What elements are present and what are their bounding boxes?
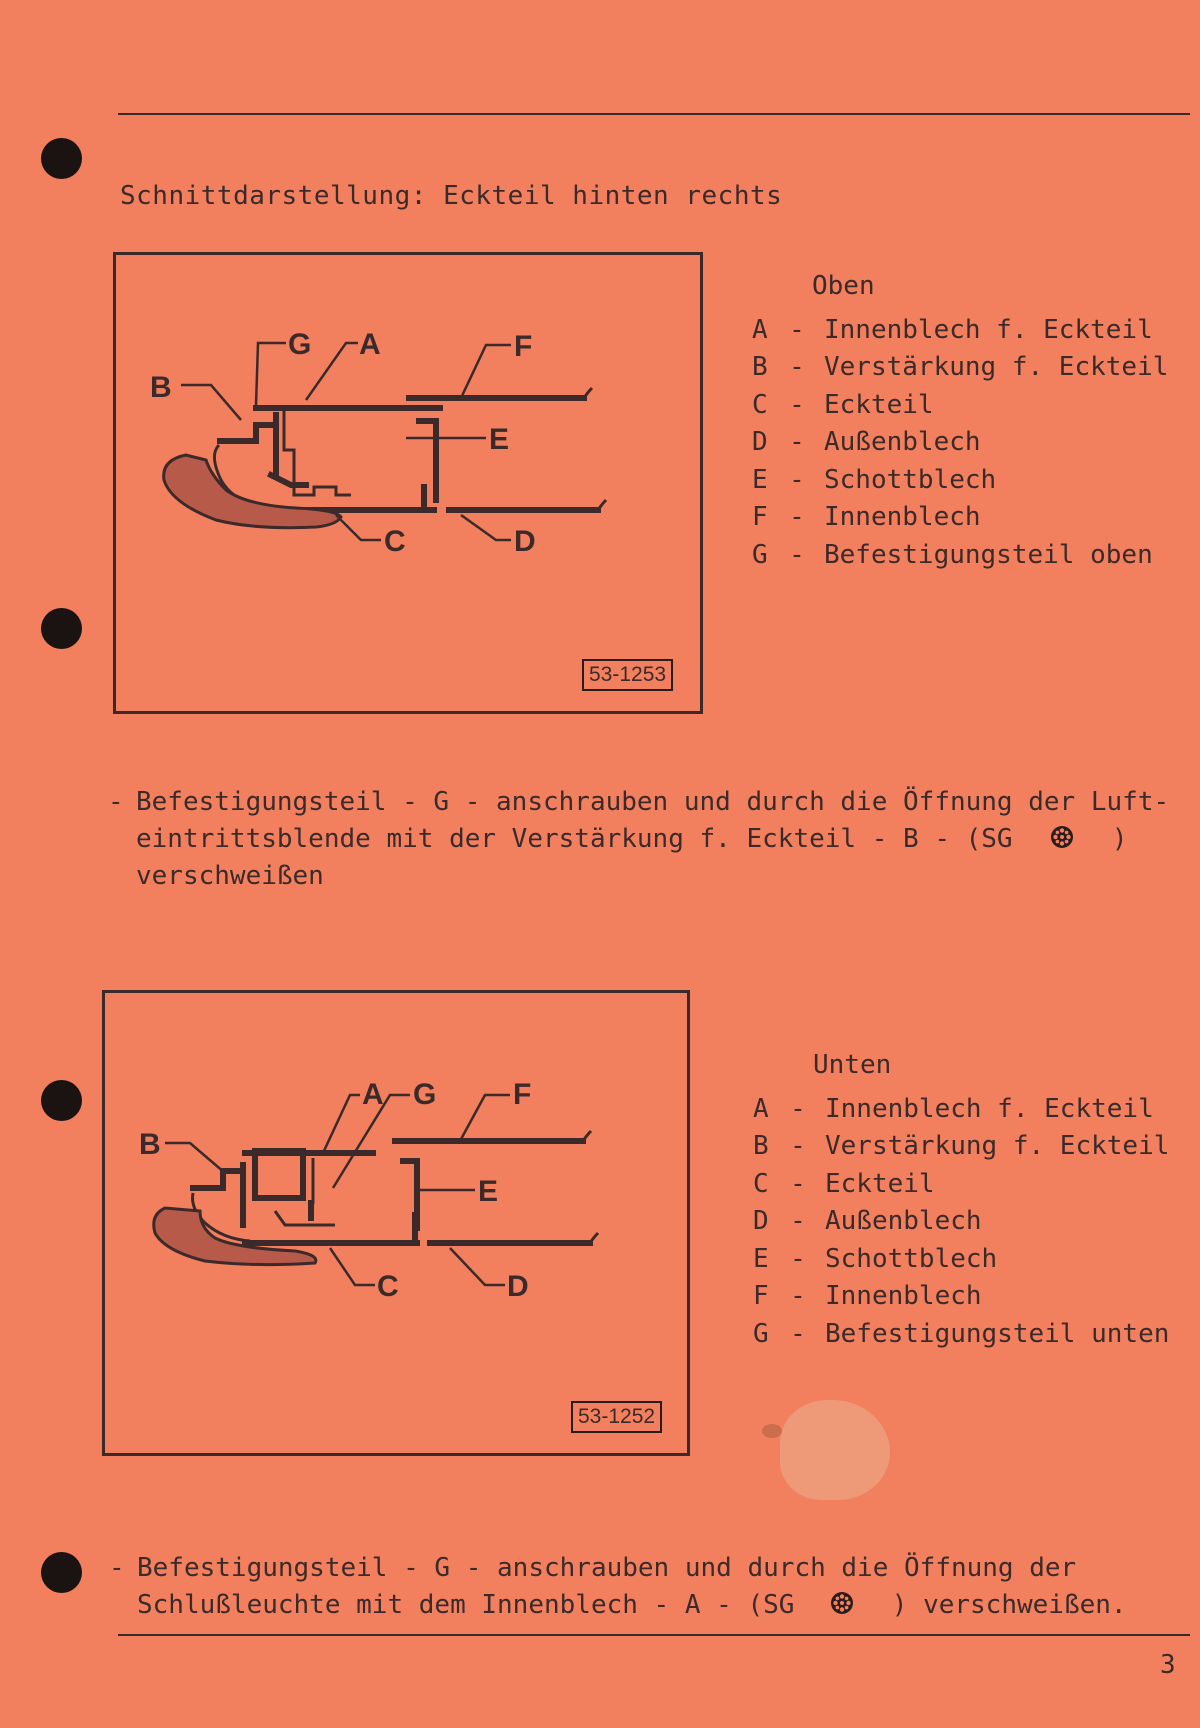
legend-item xyxy=(752,349,1168,387)
top-rule xyxy=(118,113,1190,115)
spot-weld-icon xyxy=(1050,825,1074,849)
legend-item xyxy=(752,424,1168,462)
spot-weld-icon xyxy=(830,1591,854,1615)
legend-text: Innenblech xyxy=(825,1281,982,1311)
label-g: G xyxy=(413,1078,437,1111)
label-f: F xyxy=(513,1078,532,1111)
bullet: - xyxy=(109,1553,125,1583)
instruction-line: verschweißen xyxy=(136,861,324,891)
label-e: E xyxy=(478,1175,499,1208)
legend-dash: - xyxy=(789,502,805,532)
legend-item xyxy=(753,1203,1169,1241)
legend-text: Befestigungsteil unten xyxy=(825,1318,1170,1349)
legend-item xyxy=(753,1128,1169,1166)
legend-key: B xyxy=(752,352,768,382)
label-g: G xyxy=(288,328,312,361)
label-b: B xyxy=(139,1128,161,1161)
instruction-line: Befestigungsteil - G - anschrauben und durch die Öffnung der xyxy=(137,1553,1077,1583)
section-drawing-top xyxy=(116,255,700,711)
label-d: D xyxy=(514,525,536,558)
paper-stain xyxy=(762,1424,782,1438)
legend-dash: - xyxy=(790,1206,806,1236)
legend-item xyxy=(752,312,1168,350)
label-c: C xyxy=(377,1270,399,1303)
legend-dash: - xyxy=(790,1281,806,1311)
legend-text: Schottblech xyxy=(824,464,997,495)
legend-text: Innenblech f. Eckteil xyxy=(824,314,1153,345)
legend-item xyxy=(752,462,1168,500)
page-heading: Schnittdarstellung: Eckteil hinten rechts xyxy=(120,181,783,211)
bullet: - xyxy=(108,787,124,817)
instruction-line: Befestigungsteil - G - anschrauben und durch die Öffnung der Luft- xyxy=(136,787,1170,817)
punch-hole xyxy=(41,138,82,179)
figure-top xyxy=(113,252,703,714)
page-number: 3 xyxy=(1160,1650,1176,1680)
instruction-line xyxy=(137,1587,1127,1624)
legend-item xyxy=(752,499,1168,537)
label-d: D xyxy=(507,1270,529,1303)
bottom-rule xyxy=(118,1634,1190,1636)
punch-hole xyxy=(41,1080,82,1121)
legend-text: Eckteil xyxy=(824,389,934,420)
instruction-line xyxy=(136,821,1169,858)
legend-item xyxy=(753,1241,1169,1279)
legend-text: Innenblech f. Eckteil xyxy=(825,1093,1154,1124)
label-a: A xyxy=(362,1078,384,1111)
legend-key: D xyxy=(752,427,768,457)
legend-item xyxy=(752,537,1168,575)
legend-dash: - xyxy=(789,352,805,382)
legend-key: G xyxy=(752,539,768,570)
instruction-bottom xyxy=(109,1550,1127,1624)
label-b: B xyxy=(150,371,172,404)
legend-item xyxy=(753,1166,1169,1204)
legend-top xyxy=(752,268,1168,574)
legend-key: A xyxy=(752,314,768,345)
legend-text: Verstärkung f. Eckteil xyxy=(824,352,1169,382)
legend-dash: - xyxy=(789,539,805,570)
figure-code: 53-1253 xyxy=(582,659,673,691)
legend-dash: - xyxy=(789,389,805,420)
paper-stain xyxy=(780,1400,890,1500)
legend-text: Außenblech xyxy=(824,427,981,457)
instruction-top xyxy=(108,784,1170,895)
instruction-text: ) verschweißen. xyxy=(891,1590,1127,1620)
legend-key: E xyxy=(753,1243,769,1274)
instruction-text: eintrittsblende mit der Verstärkung f. Eckteil - B - (SG xyxy=(136,824,1013,854)
legend-key: G xyxy=(753,1318,769,1349)
legend-key: C xyxy=(752,389,768,420)
legend-dash: - xyxy=(790,1131,806,1161)
legend-key: F xyxy=(753,1281,769,1311)
legend-bottom xyxy=(753,1047,1169,1353)
legend-title: Unten xyxy=(813,1050,892,1080)
legend-text: Außenblech xyxy=(825,1206,982,1236)
legend-text: Eckteil xyxy=(825,1168,935,1199)
punch-hole xyxy=(41,1552,82,1593)
legend-dash: - xyxy=(789,314,805,345)
label-f: F xyxy=(514,330,533,363)
legend-dash: - xyxy=(790,1168,806,1199)
legend-dash: - xyxy=(790,1318,806,1349)
legend-key: E xyxy=(752,464,768,495)
instruction-text: ) xyxy=(1111,824,1128,854)
punch-hole xyxy=(41,608,82,649)
legend-item xyxy=(753,1278,1169,1316)
legend-item xyxy=(753,1316,1169,1354)
legend-key: C xyxy=(753,1168,769,1199)
section-drawing-bottom xyxy=(105,993,687,1453)
legend-dash: - xyxy=(789,464,805,495)
legend-key: F xyxy=(752,502,768,532)
legend-text: Befestigungsteil oben xyxy=(824,539,1153,570)
legend-dash: - xyxy=(790,1243,806,1274)
legend-dash: - xyxy=(790,1093,806,1124)
legend-key: B xyxy=(753,1131,769,1161)
legend-item xyxy=(752,387,1168,425)
legend-key: A xyxy=(753,1093,769,1124)
legend-title: Oben xyxy=(812,271,875,301)
figure-bottom xyxy=(102,990,690,1456)
legend-text: Verstärkung f. Eckteil xyxy=(825,1131,1170,1161)
legend-item xyxy=(753,1091,1169,1129)
label-e: E xyxy=(489,423,510,456)
legend-text: Innenblech xyxy=(824,502,981,532)
figure-code: 53-1252 xyxy=(571,1401,662,1433)
instruction-text: Schlußleuchte mit dem Innenblech - A - (SG xyxy=(137,1590,795,1620)
legend-text: Schottblech xyxy=(825,1243,998,1274)
label-c: C xyxy=(384,525,406,558)
legend-key: D xyxy=(753,1206,769,1236)
label-a: A xyxy=(359,328,381,361)
legend-dash: - xyxy=(789,427,805,457)
